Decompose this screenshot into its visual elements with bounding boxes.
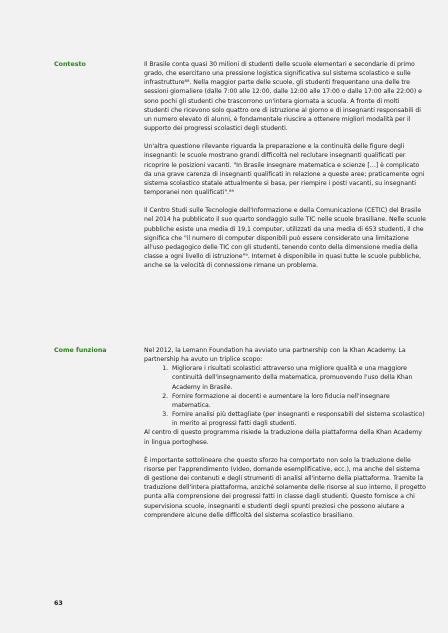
list-item: 3. Fornire analisi più dettagliate (per insegnanti e responsabili del sistema scolastico) in merito ai progressi fatti dagli studenti. bbox=[170, 410, 426, 428]
section-label-come-funziona: Come funziona bbox=[54, 347, 107, 354]
list-item: 1. Migliorare i risultati scolastici attraverso una migliore qualità e una maggiore continuità dell'insegnamento della matematica, promuovendo l'uso della Khan Academy in Brasile. bbox=[170, 364, 426, 391]
section-body-contesto bbox=[144, 60, 426, 270]
paragraph: Al centro di questo programma risiede la traduzione della piattaforma della Khan Academy in lingua portoghese. bbox=[144, 429, 422, 446]
paragraph: È importante sottolineare che questo sforzo ha comportato non solo la traduzione delle risorse per l'apprendimento (video, domande esemplificative, ecc.), ma anche del sistema di gestione dei contenuti e degli strumenti di analisi all'interno della piattaforma. Tramite la traduzione dell'intera piattaforma, anziché solamente delle risorse al suo interno, il progetto punta alla comprensione dei progressi fatti in classe dagli studenti. Questo fornisce a chi supervisiona scuole, insegnanti e studenti degli spunti preziosi che possono aiutare a comprendere alcune delle difficoltà del sistema scolastico brasiliano. bbox=[144, 456, 426, 519]
list-item: 2. Fornire formazione ai docenti e aumentare la loro fiducia nell'insegnare matematica. bbox=[170, 392, 426, 410]
purpose-list bbox=[144, 364, 426, 428]
paragraph: Nel 2012, la Lemann Foundation ha avviato una partnership con la Khan Academy. La partnership ha avuto un triplice scopo: bbox=[144, 347, 406, 364]
paragraph: Il Centro Studi sulle Tecnologie dell'Informazione e della Comunicazione (CETIC) del Brasile nel 2014 ha pubblicato il suo quarto sondaggio sulle TIC nelle scuole brasiliane. Nelle scuole pubbliche esiste una media di 19,1 computer, utilizzati da una media di 653 studenti, il che significa che "il numero di computer disponibili può essere considerato una limitazione all'uso pedagogico delle TIC con gli studenti, tenendo conto della dimensione media della classe a ogni livello di istruzione"⁹. Internet è disponibile in quasi tutte le scuole pubbliche, anche se la velocità di connessione rimane un problema. bbox=[144, 207, 426, 270]
section-label-contesto: Contesto bbox=[54, 61, 86, 68]
paragraph: Il Brasile conta quasi 30 milioni di studenti delle scuole elementari e secondarie di primo grado, che esercitano una pressione logistica significativa sul sistema scolastico e sulle infrastrutture⁸⁸. Nella maggior parte delle scuole, gli studenti frequentano una delle tre sessioni giornaliere (dalle 7:00 alle 12:00, dalle 12:00 alle 17:00 o dalle 17:00 alle 22:00) e sono pochi gli studenti che trascorrono un'intera giornata a scuola. A fronte di molti studenti che ricevono solo quattro ore di istruzione al giorno e di insegnanti responsabili di un numero elevato di alunni, è fondamentale riuscire a ottenere migliori modalità per il supporto dei progressi scolastici degli studenti. bbox=[144, 61, 422, 133]
paragraph: Un'altra questione rilevante riguarda la preparazione e la continuità delle figure degli insegnanti: le scuole mostrano grandi difficoltà nel reclutare insegnanti qualificati per ricoprire le posizioni vacanti. "In Brasile insegnare matematica e scienze […] è complicato da una grave carenza di insegnanti qualificati in relazione a queste aree; praticamente ogni sistema scolastico statale attualmente si basa, per riempire i posti vacanti, su insegnanti temporanei non qualificati".⁸⁹ bbox=[144, 143, 425, 197]
section-body-come-funziona bbox=[144, 346, 426, 520]
page-number: 63 bbox=[54, 600, 63, 607]
